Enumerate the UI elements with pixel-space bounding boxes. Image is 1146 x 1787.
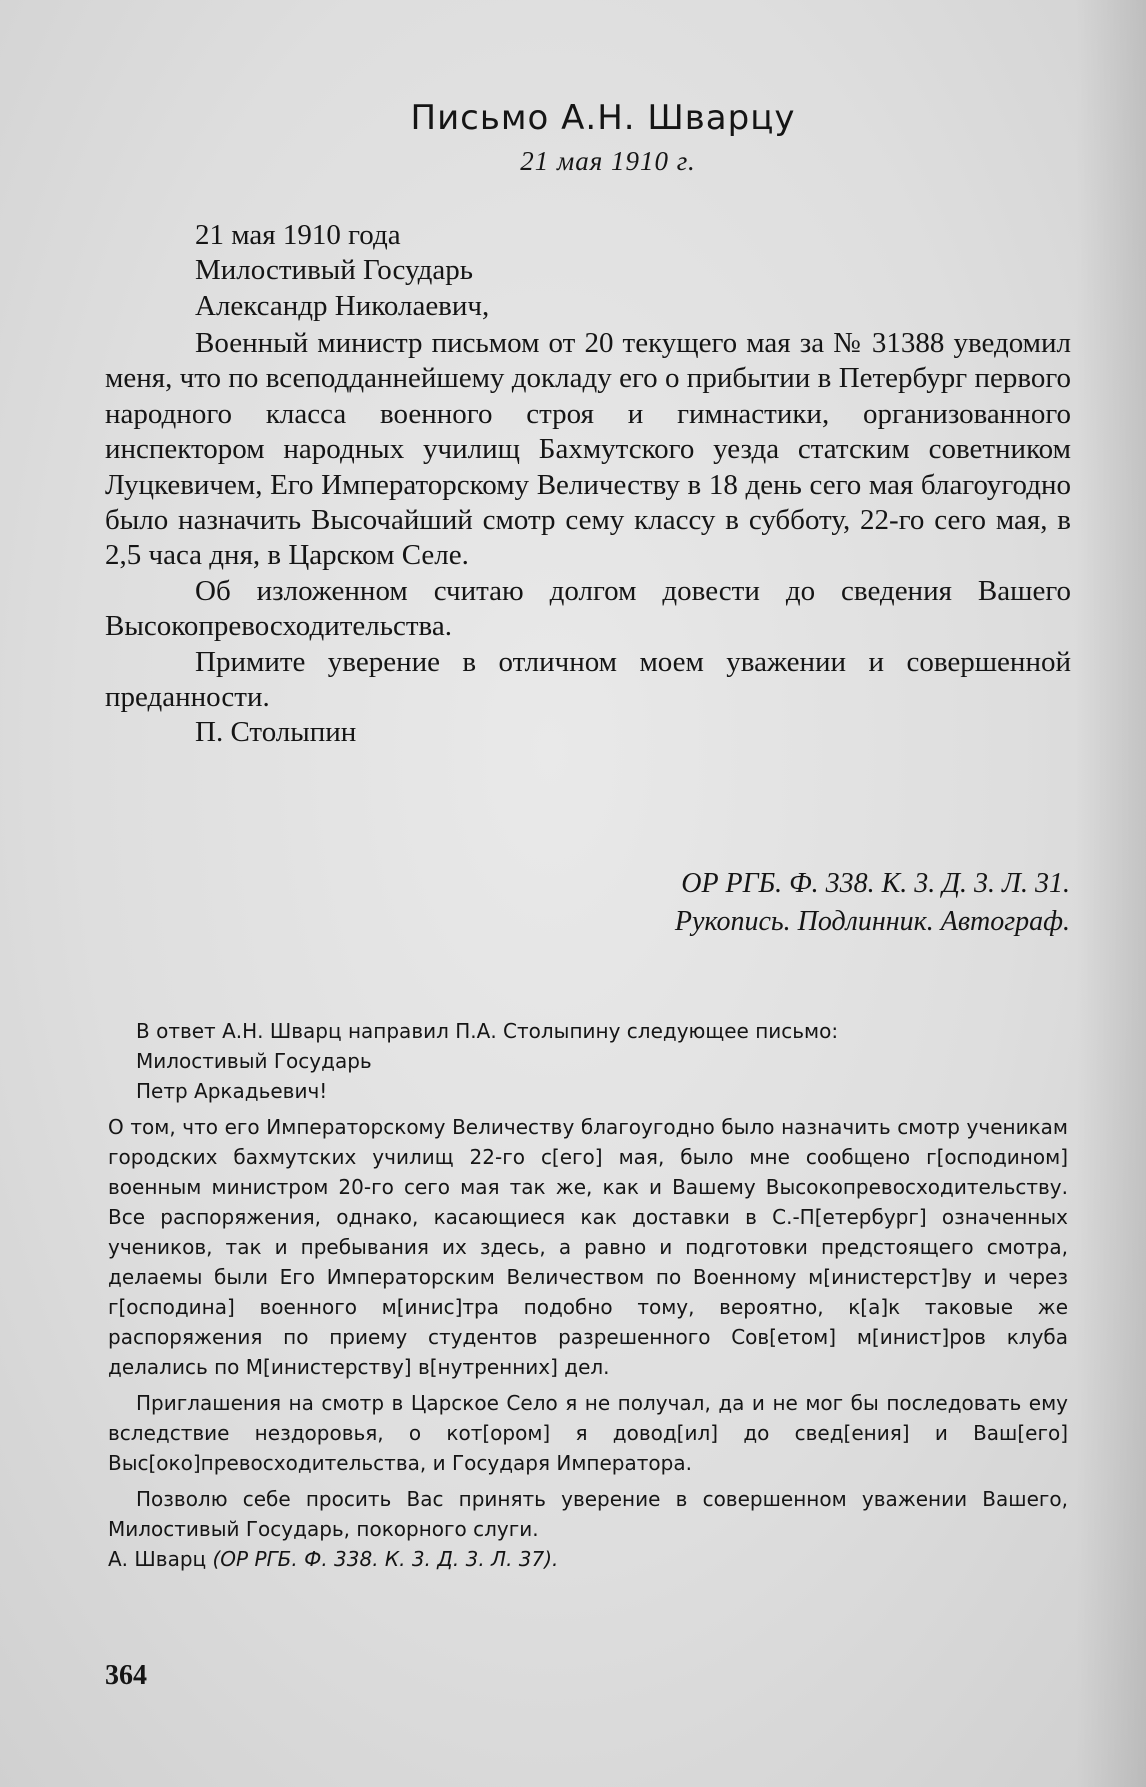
- page-edge-shadow: [1076, 0, 1146, 1787]
- letter-signature: П. Столыпин: [195, 716, 357, 749]
- letter-archive-type: Рукопись. Подлинник. Автограф.: [674, 906, 1070, 937]
- document-date: 21 мая 1910 г.: [520, 146, 696, 176]
- reply-paragraph-2: Приглашения на смотр в Царское Село я не получал, да и не мог бы последовать ему вследствие нездоровья, о кот[ором] я довод[ил] до свед[ения] и Ваш[его] Выс[око]превосходительства, и Государя Императора.: [108, 1391, 1068, 1475]
- reply-paragraph-1: О том, что его Императорскому Величеству благоугодно было назначить смотр ученикам городских бахмутских училищ 22-го с[его] мая, было мне сообщено г[осподином] военным министром 20-го сего мая так же, как и Вашему Высокопревосходительству. Все распоряжения, однако, касающиеся как доставки в С.-П[етербург] означенных учеников, так и пребывания их здесь, а равно и подготовки предстоящего смотра, делаемы были Его Императорским Величеством по Военному м[инистерст]ву и через г[осподина] военного м[инис]тра подобно тому, вероятно, к[а]к таковые же распоряжения по приему студентов разрешенного Сов[етом] м[инист]ров клуба делались по М[инистерству] в[нутренних] дел.: [108, 1115, 1068, 1379]
- reply-signature-line: [108, 1544, 1068, 1574]
- letter-paragraph-2: Об изложенном считаю долгом довести до сведения Вашего Высокопревосходительства.: [105, 574, 1071, 643]
- letter-body: [105, 326, 1071, 751]
- reply-salutation-1: Милостивый Государь: [136, 1049, 372, 1073]
- letter-archive-source: ОР РГБ. Ф. 338. К. 3. Д. 3. Л. 31.: [681, 868, 1070, 899]
- reply-paragraph-3: Позволю себе просить Вас принять уверение в совершенном уважении Вашего, Милостивый Государь, покорного слуги.: [108, 1487, 1068, 1541]
- letter-date-line: 21 мая 1910 года: [195, 219, 401, 251]
- reply-note: [108, 1016, 1068, 1574]
- letter-salutation-1: Милостивый Государь: [195, 254, 473, 287]
- letter-paragraph-3: Примите уверение в отличном моем уважении и совершенной преданности.: [105, 645, 1071, 714]
- letter-heading: [105, 218, 1071, 324]
- letter-salutation-2: Александр Николаевич,: [195, 289, 490, 322]
- reply-salutation-2: Петр Аркадьевич!: [136, 1079, 328, 1103]
- reply-intro: В ответ А.Н. Шварц направил П.А. Столыпину следующее письмо:: [136, 1019, 839, 1043]
- reply-signature: А. Шварц: [108, 1547, 207, 1571]
- letter-paragraph-1: Военный министр письмом от 20 текущего мая за № 31388 уведомил меня, что по всеподданнейшему докладу его о прибытии в Петербург первого народного класса военного строя и гимнастики, организованного инспектором народных училищ Бахмутского уезда статским советником Луцкевичем, Его Императорскому Величеству в 18 день сего мая благоугодно было назначить Высочайший смотр сему классу в субботу, 22-го сего мая, в 2,5 часа дня, в Царском Селе.: [105, 327, 1071, 572]
- document-title: Письмо А.Н. Шварцу: [410, 98, 796, 138]
- reply-archive-source: (ОР РГБ. Ф. 338. К. 3. Д. 3. Л. 37).: [212, 1547, 559, 1571]
- page-number: 364: [105, 1660, 147, 1691]
